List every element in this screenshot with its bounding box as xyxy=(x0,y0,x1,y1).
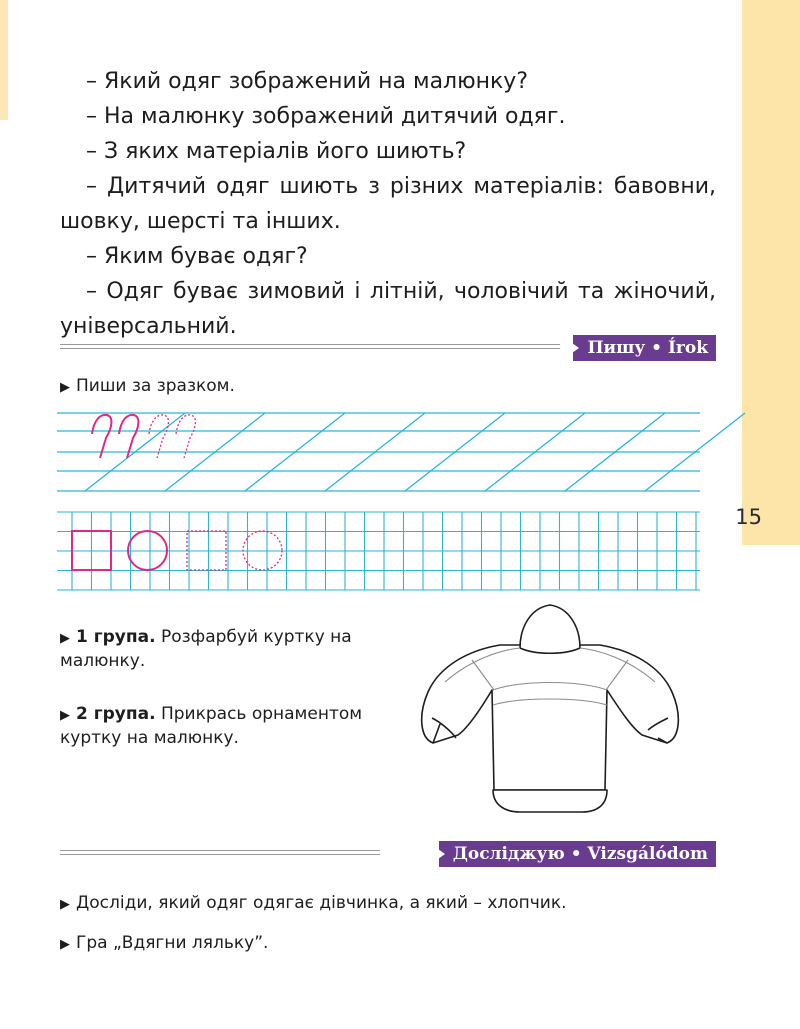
section-divider xyxy=(60,850,380,855)
task-group-1-title: 1 група. xyxy=(76,627,156,647)
triangle-right-icon: ▶ xyxy=(60,897,70,912)
explore-item-text: Досліди, який одяг одягає дівчинка, а який – хлопчик. xyxy=(76,893,567,913)
explore-item xyxy=(60,932,268,956)
write-instruction-text: Пиши за зразком. xyxy=(76,376,235,396)
dialogue-line: – З яких матеріалів його шиють? xyxy=(86,139,467,164)
sweater-icon xyxy=(422,605,679,812)
triangle-right-icon: ▶ xyxy=(60,708,70,723)
dialogue-line: – Дитячий одяг шиють з різних матеріалів: бавовни, шовку, шерсті та інших. xyxy=(60,174,716,234)
section-bar-explore xyxy=(60,841,716,867)
dialogue-line: – Яким буває одяг? xyxy=(86,244,308,269)
task-group-1-text: Розфарбуй куртку на малюнку. xyxy=(60,627,352,671)
section-label-write: Пишу • Írok xyxy=(573,335,716,361)
triangle-right-icon: ▶ xyxy=(60,937,70,952)
page-number: 15 xyxy=(735,505,762,529)
task-group-2-text: Прикрась орнаментом куртку на малюнку. xyxy=(60,704,363,748)
task-group-2-title: 2 група. xyxy=(76,704,156,724)
triangle-right-icon: ▶ xyxy=(60,631,70,646)
explore-item xyxy=(60,892,567,916)
triangle-right-icon: ▶ xyxy=(60,380,70,395)
dialogue-line: – Який одяг зображений на малюнку? xyxy=(86,69,528,94)
explore-item-text: Гра „Вдягни ляльку”. xyxy=(76,933,269,953)
dialogue-line: – На малюнку зображений дитячий одяг. xyxy=(86,104,566,129)
dialogue-line: – Одяг буває зимовий і літній, чоловічий та жіночий, універсальний. xyxy=(60,279,716,339)
section-label-explore: Досліджую • Vizsgálódom xyxy=(439,841,716,867)
